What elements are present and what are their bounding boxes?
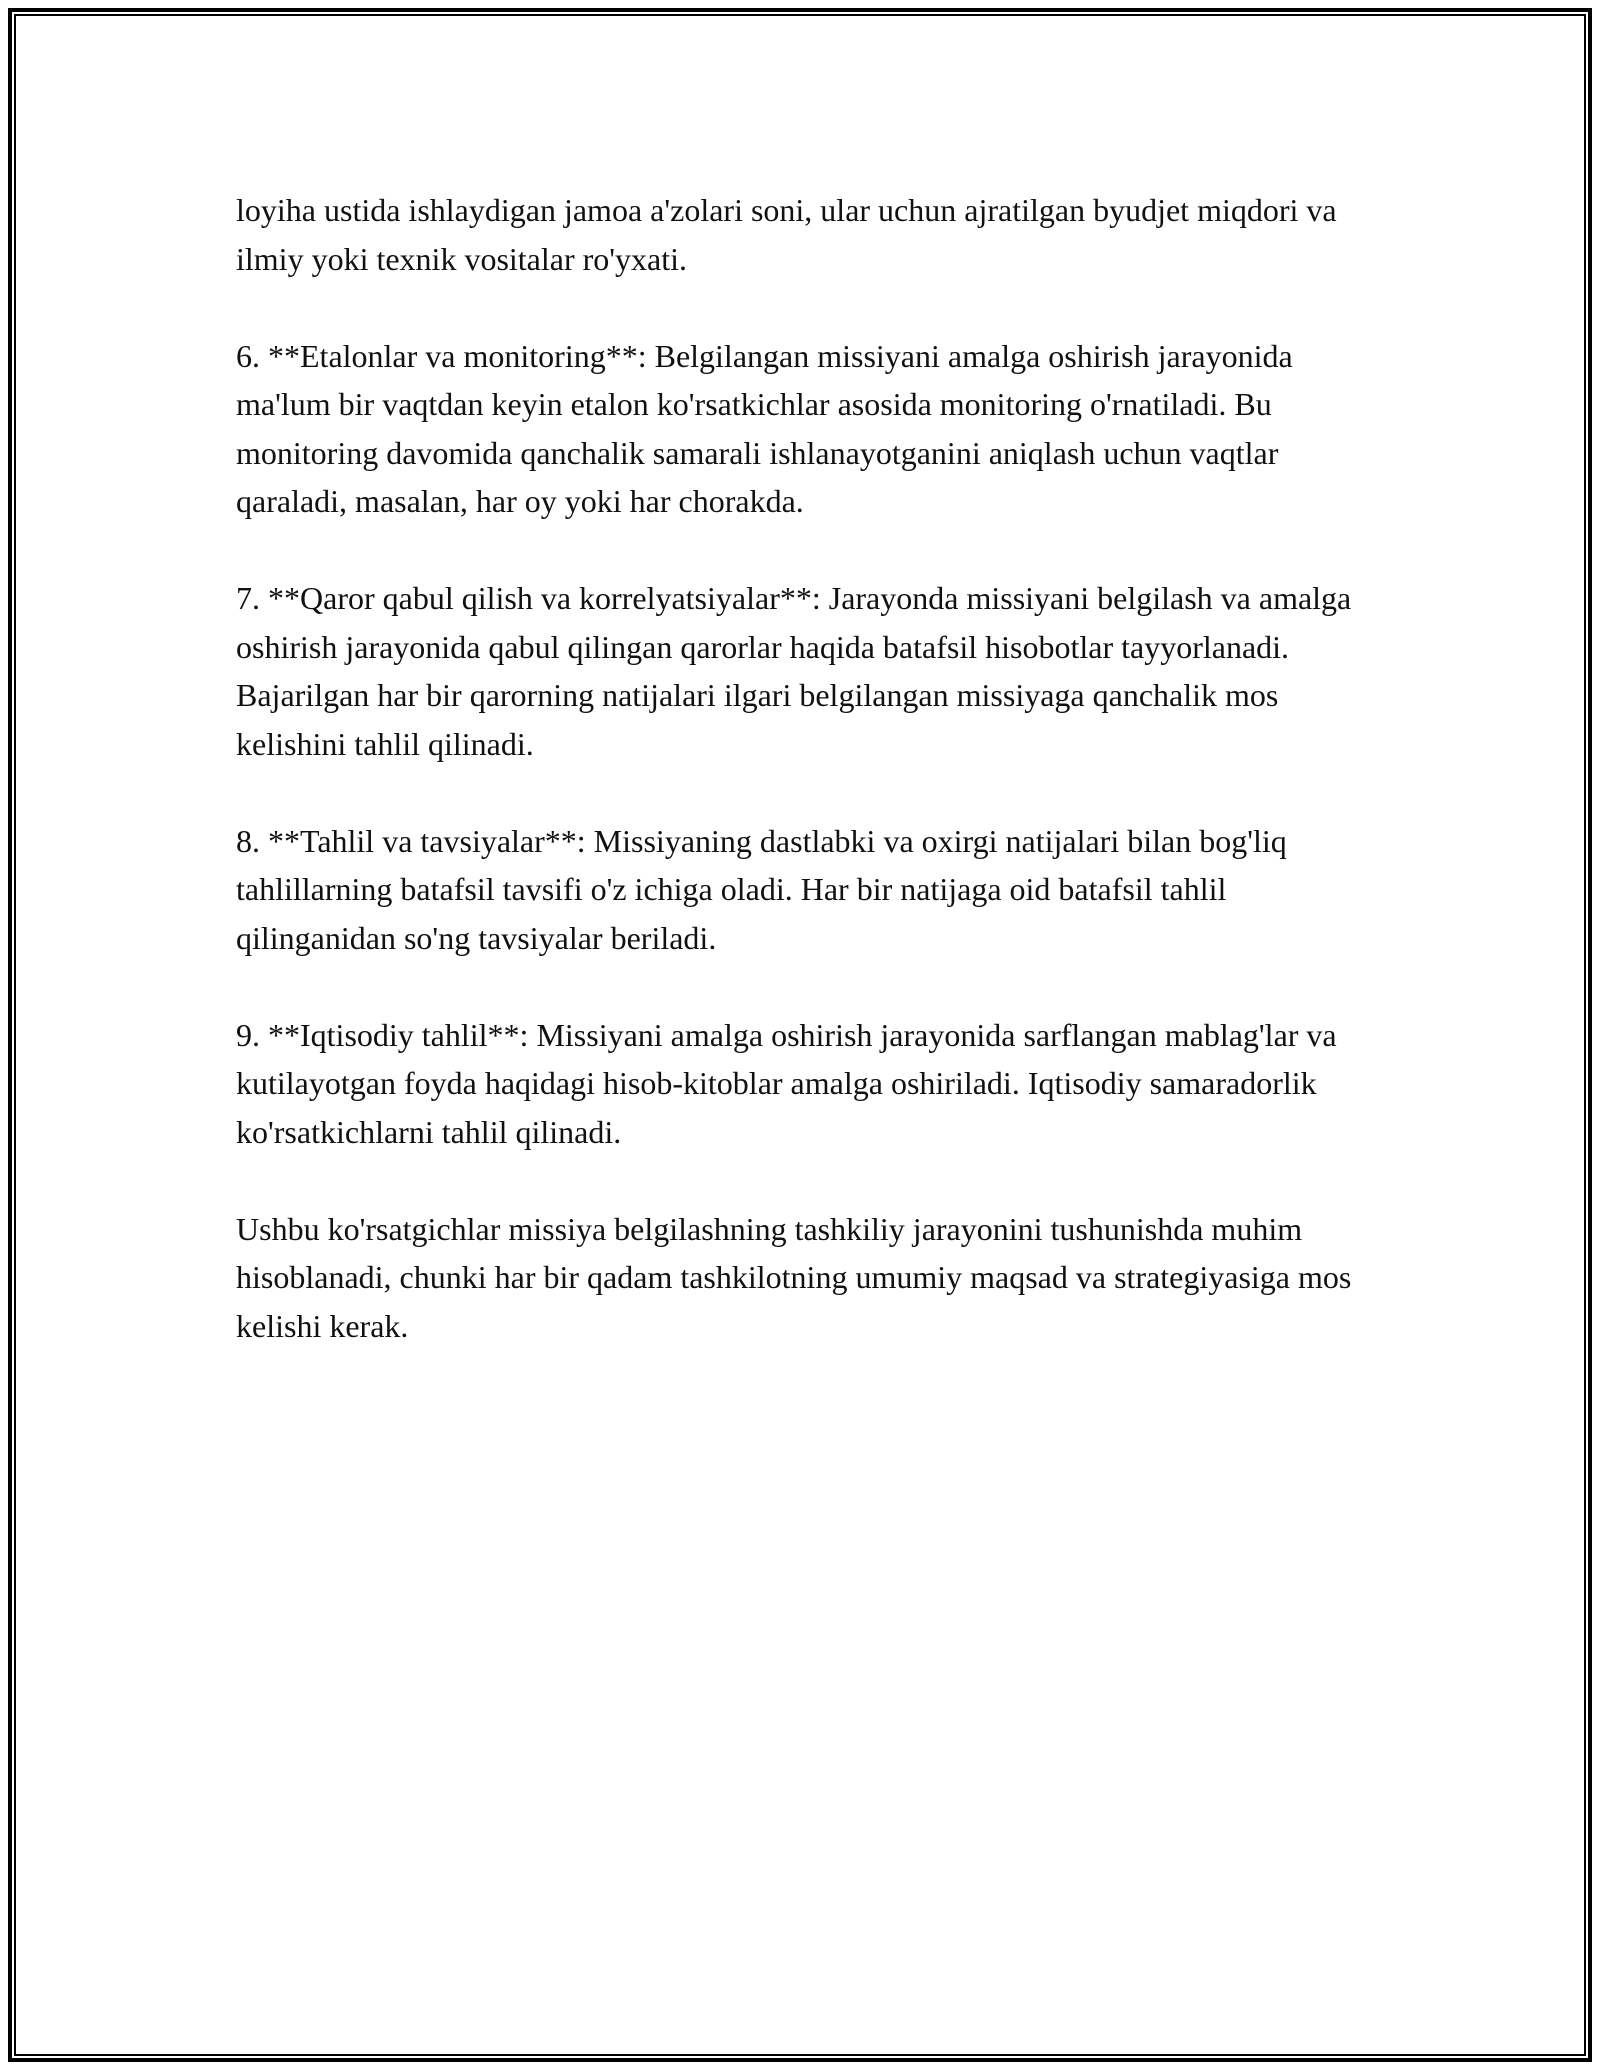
paragraph-conclusion: Ushbu ko'rsatgichlar missiya belgilashning tashkiliy jarayonini tushunishda muhim hisoblanadi, chunki har bir qadam tashkilotning umumiy maqsad va strategiyasiga mos kelishi kerak. xyxy=(236,1210,1352,1344)
document-body xyxy=(236,186,1366,1399)
paragraph-continuation: loyiha ustida ishlaydigan jamoa a'zolari soni, ular uchun ajratilgan byudjet miqdori va ilmiy yoki texnik vositalar ro'yxati. xyxy=(236,192,1337,277)
paragraph-item-8: 8. **Tahlil va tavsiyalar**: Missiyaning dastlabki va oxirgi natijalari bilan bog'liq tahlillarning batafsil tavsifi o'z ichiga oladi. Har bir natijaga oid batafsil tahlil qilinganidan so'ng tavsiyalar beriladi. xyxy=(236,822,1287,956)
paragraph-item-6: 6. **Etalonlar va monitoring**: Belgilangan missiyani amalga oshirish jarayonida ma'lum bir vaqtdan keyin etalon ko'rsatkichlar asosida monitoring o'rnatiladi. Bu monitoring davomida qanchalik samarali ishlanayotganini aniqlash uchun vaqtlar qaraladi, masalan, har oy yoki har chorakda. xyxy=(236,337,1293,519)
paragraph-item-7: 7. **Qaror qabul qilish va korrelyatsiyalar**: Jarayonda missiyani belgilash va amalga oshirish jarayonida qabul qilingan qarorlar haqida batafsil hisobotlar tayyorlanadi. Bajarilgan har bir qarorning natijalari ilgari belgilangan missiyaga qanchalik mos kelishini tahlil qilinadi. xyxy=(236,580,1352,762)
paragraph-item-9: 9. **Iqtisodiy tahlil**: Missiyani amalga oshirish jarayonida sarflangan mablag'lar va kutilayotgan foyda haqidagi hisob-kitoblar amalga oshiriladi. Iqtisodiy samaradorlik ko'rsatkichlarni tahlil qilinadi. xyxy=(236,1016,1337,1150)
